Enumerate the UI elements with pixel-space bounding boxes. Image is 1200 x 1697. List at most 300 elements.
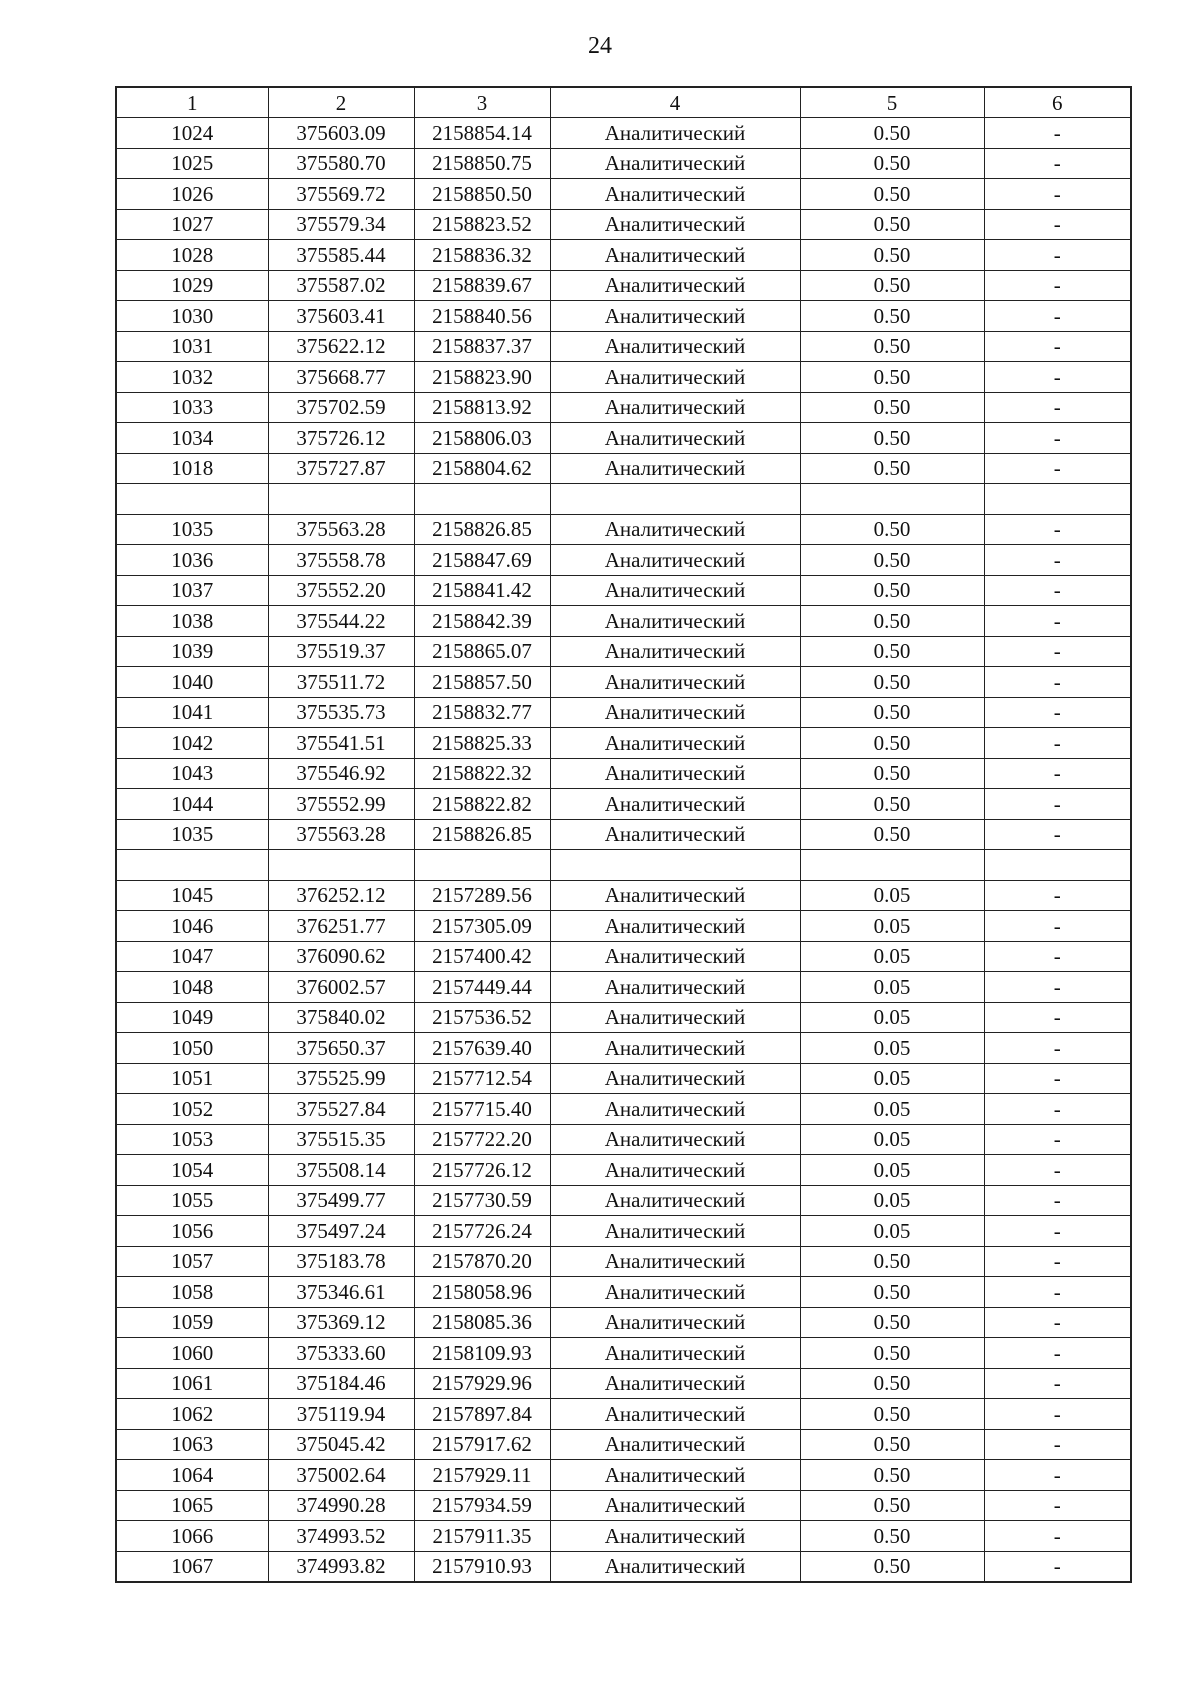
table-cell: Аналитический: [550, 1551, 800, 1582]
table-cell: 0.50: [800, 667, 984, 698]
table-cell: -: [984, 1094, 1131, 1125]
table-cell: Аналитический: [550, 880, 800, 911]
table-row: [116, 270, 1131, 301]
table-cell: 2157934.59: [414, 1490, 550, 1521]
table-cell: 2157897.84: [414, 1399, 550, 1430]
table-cell: 1060: [116, 1338, 268, 1369]
table-cell: 375497.24: [268, 1216, 414, 1247]
table-cell: -: [984, 240, 1131, 271]
table-cell: 375525.99: [268, 1063, 414, 1094]
table-cell: 1035: [116, 819, 268, 850]
table-row: [116, 1002, 1131, 1033]
table-cell: 2157715.40: [414, 1094, 550, 1125]
table-cell: -: [984, 606, 1131, 637]
table-cell: 2158839.67: [414, 270, 550, 301]
table-cell: 0.50: [800, 1246, 984, 1277]
table-cell: 0.50: [800, 697, 984, 728]
table-cell: 1037: [116, 575, 268, 606]
table-cell: 2158813.92: [414, 392, 550, 423]
coordinates-table: [115, 86, 1132, 1583]
table-row: [116, 1368, 1131, 1399]
table-cell: 375515.35: [268, 1124, 414, 1155]
table-row: [116, 819, 1131, 850]
table-cell: 375552.20: [268, 575, 414, 606]
table-cell: 375184.46: [268, 1368, 414, 1399]
table-cell: 375183.78: [268, 1246, 414, 1277]
table-cell: 2157400.42: [414, 941, 550, 972]
table-cell: 0.50: [800, 1307, 984, 1338]
table-cell: 375346.61: [268, 1277, 414, 1308]
table-cell: 375622.12: [268, 331, 414, 362]
table-row: [116, 301, 1131, 332]
table-cell: 0.05: [800, 941, 984, 972]
table-cell: 1057: [116, 1246, 268, 1277]
table-cell: 0.50: [800, 1368, 984, 1399]
table-cell: -: [984, 880, 1131, 911]
table-cell: Аналитический: [550, 1033, 800, 1064]
table-cell: 375702.59: [268, 392, 414, 423]
table-cell: Аналитический: [550, 1124, 800, 1155]
table-cell: Аналитический: [550, 1216, 800, 1247]
table-cell: 2157929.11: [414, 1460, 550, 1491]
table-cell: 0.05: [800, 1185, 984, 1216]
table-cell: -: [984, 728, 1131, 759]
table-cell: 2158822.82: [414, 789, 550, 820]
table-row: [116, 667, 1131, 698]
table-cell: 0.50: [800, 819, 984, 850]
table-cell: 1050: [116, 1033, 268, 1064]
table-cell: -: [984, 545, 1131, 576]
table-row: [116, 880, 1131, 911]
table-cell: -: [984, 1551, 1131, 1582]
table-cell: 375650.37: [268, 1033, 414, 1064]
table-cell: -: [984, 1033, 1131, 1064]
table-cell: 2157911.35: [414, 1521, 550, 1552]
table-cell: Аналитический: [550, 728, 800, 759]
table-cell: -: [984, 1155, 1131, 1186]
table-cell: 375579.34: [268, 209, 414, 240]
table-row: [116, 1307, 1131, 1338]
table-row: [116, 972, 1131, 1003]
table-cell: 2157726.12: [414, 1155, 550, 1186]
table-cell: 375840.02: [268, 1002, 414, 1033]
table-cell: -: [984, 1460, 1131, 1491]
table-cell: Аналитический: [550, 362, 800, 393]
table-cell: 1040: [116, 667, 268, 698]
table-row: [116, 1460, 1131, 1491]
table-cell: 2157726.24: [414, 1216, 550, 1247]
table-cell: 376251.77: [268, 911, 414, 942]
table-cell: 2158823.52: [414, 209, 550, 240]
table-cell: 375552.99: [268, 789, 414, 820]
table-cell: -: [984, 1490, 1131, 1521]
table-cell: 2158842.39: [414, 606, 550, 637]
table-row: [116, 850, 1131, 881]
table-cell: 2158806.03: [414, 423, 550, 454]
table-cell: 375580.70: [268, 148, 414, 179]
table-cell: 1067: [116, 1551, 268, 1582]
table-cell: -: [984, 789, 1131, 820]
table-cell: 1055: [116, 1185, 268, 1216]
table-row: [116, 423, 1131, 454]
table-row: [116, 545, 1131, 576]
table-row: [116, 392, 1131, 423]
table-cell: 1056: [116, 1216, 268, 1247]
table-cell: 1018: [116, 453, 268, 484]
table-row: [116, 1490, 1131, 1521]
table-cell: 1045: [116, 880, 268, 911]
table-cell: Аналитический: [550, 1002, 800, 1033]
table-row: [116, 575, 1131, 606]
table-cell: 1046: [116, 911, 268, 942]
table-cell: Аналитический: [550, 1094, 800, 1125]
table-cell: [550, 850, 800, 881]
table-cell: 0.50: [800, 179, 984, 210]
table-cell: -: [984, 1063, 1131, 1094]
table-cell: 2157305.09: [414, 911, 550, 942]
table-cell: 2158865.07: [414, 636, 550, 667]
table-cell: Аналитический: [550, 1277, 800, 1308]
table-cell: 375558.78: [268, 545, 414, 576]
table-cell: 2158841.42: [414, 575, 550, 606]
table-cell: 2158836.32: [414, 240, 550, 271]
table-cell: -: [984, 453, 1131, 484]
table-cell: 375519.37: [268, 636, 414, 667]
header-row: [116, 87, 1131, 118]
table-cell: 375527.84: [268, 1094, 414, 1125]
table-row: [116, 484, 1131, 515]
table-row: [116, 1185, 1131, 1216]
table-cell: 0.50: [800, 606, 984, 637]
table-cell: 375563.28: [268, 819, 414, 850]
table-row: [116, 758, 1131, 789]
table-cell: Аналитический: [550, 179, 800, 210]
table-cell: Аналитический: [550, 301, 800, 332]
table-cell: Аналитический: [550, 118, 800, 149]
table-row: [116, 1399, 1131, 1430]
column-header: 4: [550, 87, 800, 118]
table-cell: 1041: [116, 697, 268, 728]
table-cell: Аналитический: [550, 423, 800, 454]
table-cell: 0.50: [800, 148, 984, 179]
table-cell: -: [984, 1002, 1131, 1033]
table-cell: [268, 484, 414, 515]
table-cell: -: [984, 1429, 1131, 1460]
table-row: [116, 728, 1131, 759]
table-cell: [268, 850, 414, 881]
table-cell: Аналитический: [550, 606, 800, 637]
table-cell: 1065: [116, 1490, 268, 1521]
table-cell: 1063: [116, 1429, 268, 1460]
table-row: [116, 1124, 1131, 1155]
table-cell: 2157929.96: [414, 1368, 550, 1399]
table-cell: 1032: [116, 362, 268, 393]
table-cell: Аналитический: [550, 514, 800, 545]
table-cell: 0.50: [800, 575, 984, 606]
table-cell: 375603.09: [268, 118, 414, 149]
table-cell: -: [984, 148, 1131, 179]
table-row: [116, 331, 1131, 362]
column-header: 3: [414, 87, 550, 118]
table-row: [116, 1521, 1131, 1552]
table-cell: Аналитический: [550, 331, 800, 362]
table-cell: 1043: [116, 758, 268, 789]
table-cell: -: [984, 1338, 1131, 1369]
table-cell: 2158085.36: [414, 1307, 550, 1338]
table-cell: 376090.62: [268, 941, 414, 972]
table-cell: 2158837.37: [414, 331, 550, 362]
table-cell: -: [984, 819, 1131, 850]
table-row: [116, 1277, 1131, 1308]
table-cell: Аналитический: [550, 1155, 800, 1186]
table-cell: Аналитический: [550, 972, 800, 1003]
table-cell: 0.05: [800, 1063, 984, 1094]
table-cell: 2158804.62: [414, 453, 550, 484]
table-cell: 374990.28: [268, 1490, 414, 1521]
table-row: [116, 1063, 1131, 1094]
table-cell: Аналитический: [550, 1185, 800, 1216]
table-cell: -: [984, 911, 1131, 942]
table-cell: 0.50: [800, 789, 984, 820]
table-row: [116, 1429, 1131, 1460]
table-cell: 374993.52: [268, 1521, 414, 1552]
table-header: [116, 87, 1131, 118]
table-cell: 1039: [116, 636, 268, 667]
table-cell: 1034: [116, 423, 268, 454]
table-cell: 2158822.32: [414, 758, 550, 789]
table-cell: Аналитический: [550, 819, 800, 850]
column-header: 6: [984, 87, 1131, 118]
table-cell: Аналитический: [550, 270, 800, 301]
table-cell: 1054: [116, 1155, 268, 1186]
table-cell: Аналитический: [550, 636, 800, 667]
table-row: [116, 1094, 1131, 1125]
table-cell: Аналитический: [550, 453, 800, 484]
table-cell: 1062: [116, 1399, 268, 1430]
table-cell: 375508.14: [268, 1155, 414, 1186]
table-cell: 375726.12: [268, 423, 414, 454]
table-cell: -: [984, 697, 1131, 728]
table-cell: 375119.94: [268, 1399, 414, 1430]
table-cell: 0.05: [800, 1033, 984, 1064]
table-cell: 0.05: [800, 1002, 984, 1033]
table-row: [116, 1551, 1131, 1582]
table-cell: 2157712.54: [414, 1063, 550, 1094]
table-cell: 2157639.40: [414, 1033, 550, 1064]
table-cell: [116, 484, 268, 515]
table-cell: 375045.42: [268, 1429, 414, 1460]
table-cell: 2158826.85: [414, 819, 550, 850]
table-row: [116, 209, 1131, 240]
table-cell: 0.50: [800, 514, 984, 545]
table-cell: -: [984, 1399, 1131, 1430]
table-cell: 0.50: [800, 1338, 984, 1369]
table-cell: 0.50: [800, 1551, 984, 1582]
table-cell: 375369.12: [268, 1307, 414, 1338]
table-cell: 2158832.77: [414, 697, 550, 728]
table-cell: -: [984, 179, 1131, 210]
table-cell: 0.50: [800, 423, 984, 454]
table-cell: [984, 850, 1131, 881]
table-cell: 1053: [116, 1124, 268, 1155]
table-cell: 1047: [116, 941, 268, 972]
table-cell: 1049: [116, 1002, 268, 1033]
table-cell: 375546.92: [268, 758, 414, 789]
table-cell: 2158109.93: [414, 1338, 550, 1369]
table-cell: Аналитический: [550, 1338, 800, 1369]
column-header: 2: [268, 87, 414, 118]
table-cell: 0.05: [800, 1124, 984, 1155]
table-row: [116, 148, 1131, 179]
table-row: [116, 911, 1131, 942]
table-cell: 1028: [116, 240, 268, 271]
table-cell: 1058: [116, 1277, 268, 1308]
table-cell: Аналитический: [550, 392, 800, 423]
table-cell: 1052: [116, 1094, 268, 1125]
table-cell: 1025: [116, 148, 268, 179]
table-cell: 2158058.96: [414, 1277, 550, 1308]
table-cell: 0.50: [800, 1490, 984, 1521]
table-cell: 2158847.69: [414, 545, 550, 576]
table-cell: 1027: [116, 209, 268, 240]
column-header: 5: [800, 87, 984, 118]
table-cell: Аналитический: [550, 911, 800, 942]
table-row: [116, 453, 1131, 484]
table-cell: 0.50: [800, 362, 984, 393]
table-cell: 375569.72: [268, 179, 414, 210]
table-cell: Аналитический: [550, 1063, 800, 1094]
table-cell: -: [984, 514, 1131, 545]
table-cell: 0.50: [800, 758, 984, 789]
table-cell: 1026: [116, 179, 268, 210]
table-cell: 375499.77: [268, 1185, 414, 1216]
table-cell: Аналитический: [550, 941, 800, 972]
table-cell: Аналитический: [550, 1429, 800, 1460]
table-cell: Аналитический: [550, 1521, 800, 1552]
table-cell: 375585.44: [268, 240, 414, 271]
table-cell: Аналитический: [550, 1368, 800, 1399]
table-cell: 1038: [116, 606, 268, 637]
table-cell: 1024: [116, 118, 268, 149]
table-cell: 2158850.75: [414, 148, 550, 179]
table-cell: 1051: [116, 1063, 268, 1094]
table-cell: 2158850.50: [414, 179, 550, 210]
column-header: 1: [116, 87, 268, 118]
table-cell: 2158857.50: [414, 667, 550, 698]
table-cell: 2157536.52: [414, 1002, 550, 1033]
table-cell: -: [984, 331, 1131, 362]
table-row: [116, 118, 1131, 149]
table-cell: 0.05: [800, 1094, 984, 1125]
table-cell: 2158823.90: [414, 362, 550, 393]
table-cell: 2157870.20: [414, 1246, 550, 1277]
table-cell: -: [984, 209, 1131, 240]
table-cell: 0.50: [800, 331, 984, 362]
table-cell: 375541.51: [268, 728, 414, 759]
table-cell: 1031: [116, 331, 268, 362]
table-cell: 1029: [116, 270, 268, 301]
table-cell: 0.05: [800, 880, 984, 911]
table-cell: 0.50: [800, 1521, 984, 1552]
table-cell: -: [984, 1124, 1131, 1155]
table-cell: -: [984, 667, 1131, 698]
table-cell: 375333.60: [268, 1338, 414, 1369]
table-cell: 375587.02: [268, 270, 414, 301]
table-cell: 0.50: [800, 1460, 984, 1491]
table-cell: -: [984, 392, 1131, 423]
table-cell: -: [984, 758, 1131, 789]
table-row: [116, 697, 1131, 728]
table-cell: -: [984, 636, 1131, 667]
table-cell: [414, 850, 550, 881]
table-cell: -: [984, 1368, 1131, 1399]
table-cell: 376002.57: [268, 972, 414, 1003]
table-cell: 0.05: [800, 1155, 984, 1186]
table-cell: Аналитический: [550, 1460, 800, 1491]
table-cell: 2158826.85: [414, 514, 550, 545]
table-cell: 1059: [116, 1307, 268, 1338]
table-cell: 2157910.93: [414, 1551, 550, 1582]
table-row: [116, 789, 1131, 820]
table-cell: 2158840.56: [414, 301, 550, 332]
table-cell: -: [984, 118, 1131, 149]
table-cell: 2157722.20: [414, 1124, 550, 1155]
table-row: [116, 179, 1131, 210]
table-cell: -: [984, 1277, 1131, 1308]
table-row: [116, 1246, 1131, 1277]
table-row: [116, 514, 1131, 545]
table-cell: Аналитический: [550, 240, 800, 271]
table-cell: 2157449.44: [414, 972, 550, 1003]
table-cell: 0.50: [800, 1277, 984, 1308]
table-cell: 0.50: [800, 301, 984, 332]
table-cell: -: [984, 1307, 1131, 1338]
table-cell: -: [984, 575, 1131, 606]
table-cell: -: [984, 1246, 1131, 1277]
table-cell: 2157917.62: [414, 1429, 550, 1460]
table-row: [116, 1033, 1131, 1064]
table-cell: 1048: [116, 972, 268, 1003]
table-cell: 0.50: [800, 240, 984, 271]
table-cell: Аналитический: [550, 209, 800, 240]
table-cell: 0.05: [800, 1216, 984, 1247]
table-cell: 0.50: [800, 270, 984, 301]
table-cell: 1042: [116, 728, 268, 759]
table-cell: 1036: [116, 545, 268, 576]
table-cell: 0.50: [800, 118, 984, 149]
table-row: [116, 240, 1131, 271]
table-cell: 2158825.33: [414, 728, 550, 759]
table-cell: -: [984, 423, 1131, 454]
table-row: [116, 941, 1131, 972]
table-cell: 374993.82: [268, 1551, 414, 1582]
table-cell: 1064: [116, 1460, 268, 1491]
table-cell: [116, 850, 268, 881]
table-cell: -: [984, 270, 1131, 301]
table-cell: 2157289.56: [414, 880, 550, 911]
table-body: [116, 118, 1131, 1583]
table-cell: 1061: [116, 1368, 268, 1399]
table-row: [116, 1338, 1131, 1369]
table-cell: [800, 484, 984, 515]
table-row: [116, 606, 1131, 637]
table-cell: 2157730.59: [414, 1185, 550, 1216]
table-cell: 375668.77: [268, 362, 414, 393]
table-cell: 375563.28: [268, 514, 414, 545]
table-cell: 375727.87: [268, 453, 414, 484]
table-cell: -: [984, 362, 1131, 393]
table-cell: -: [984, 1185, 1131, 1216]
